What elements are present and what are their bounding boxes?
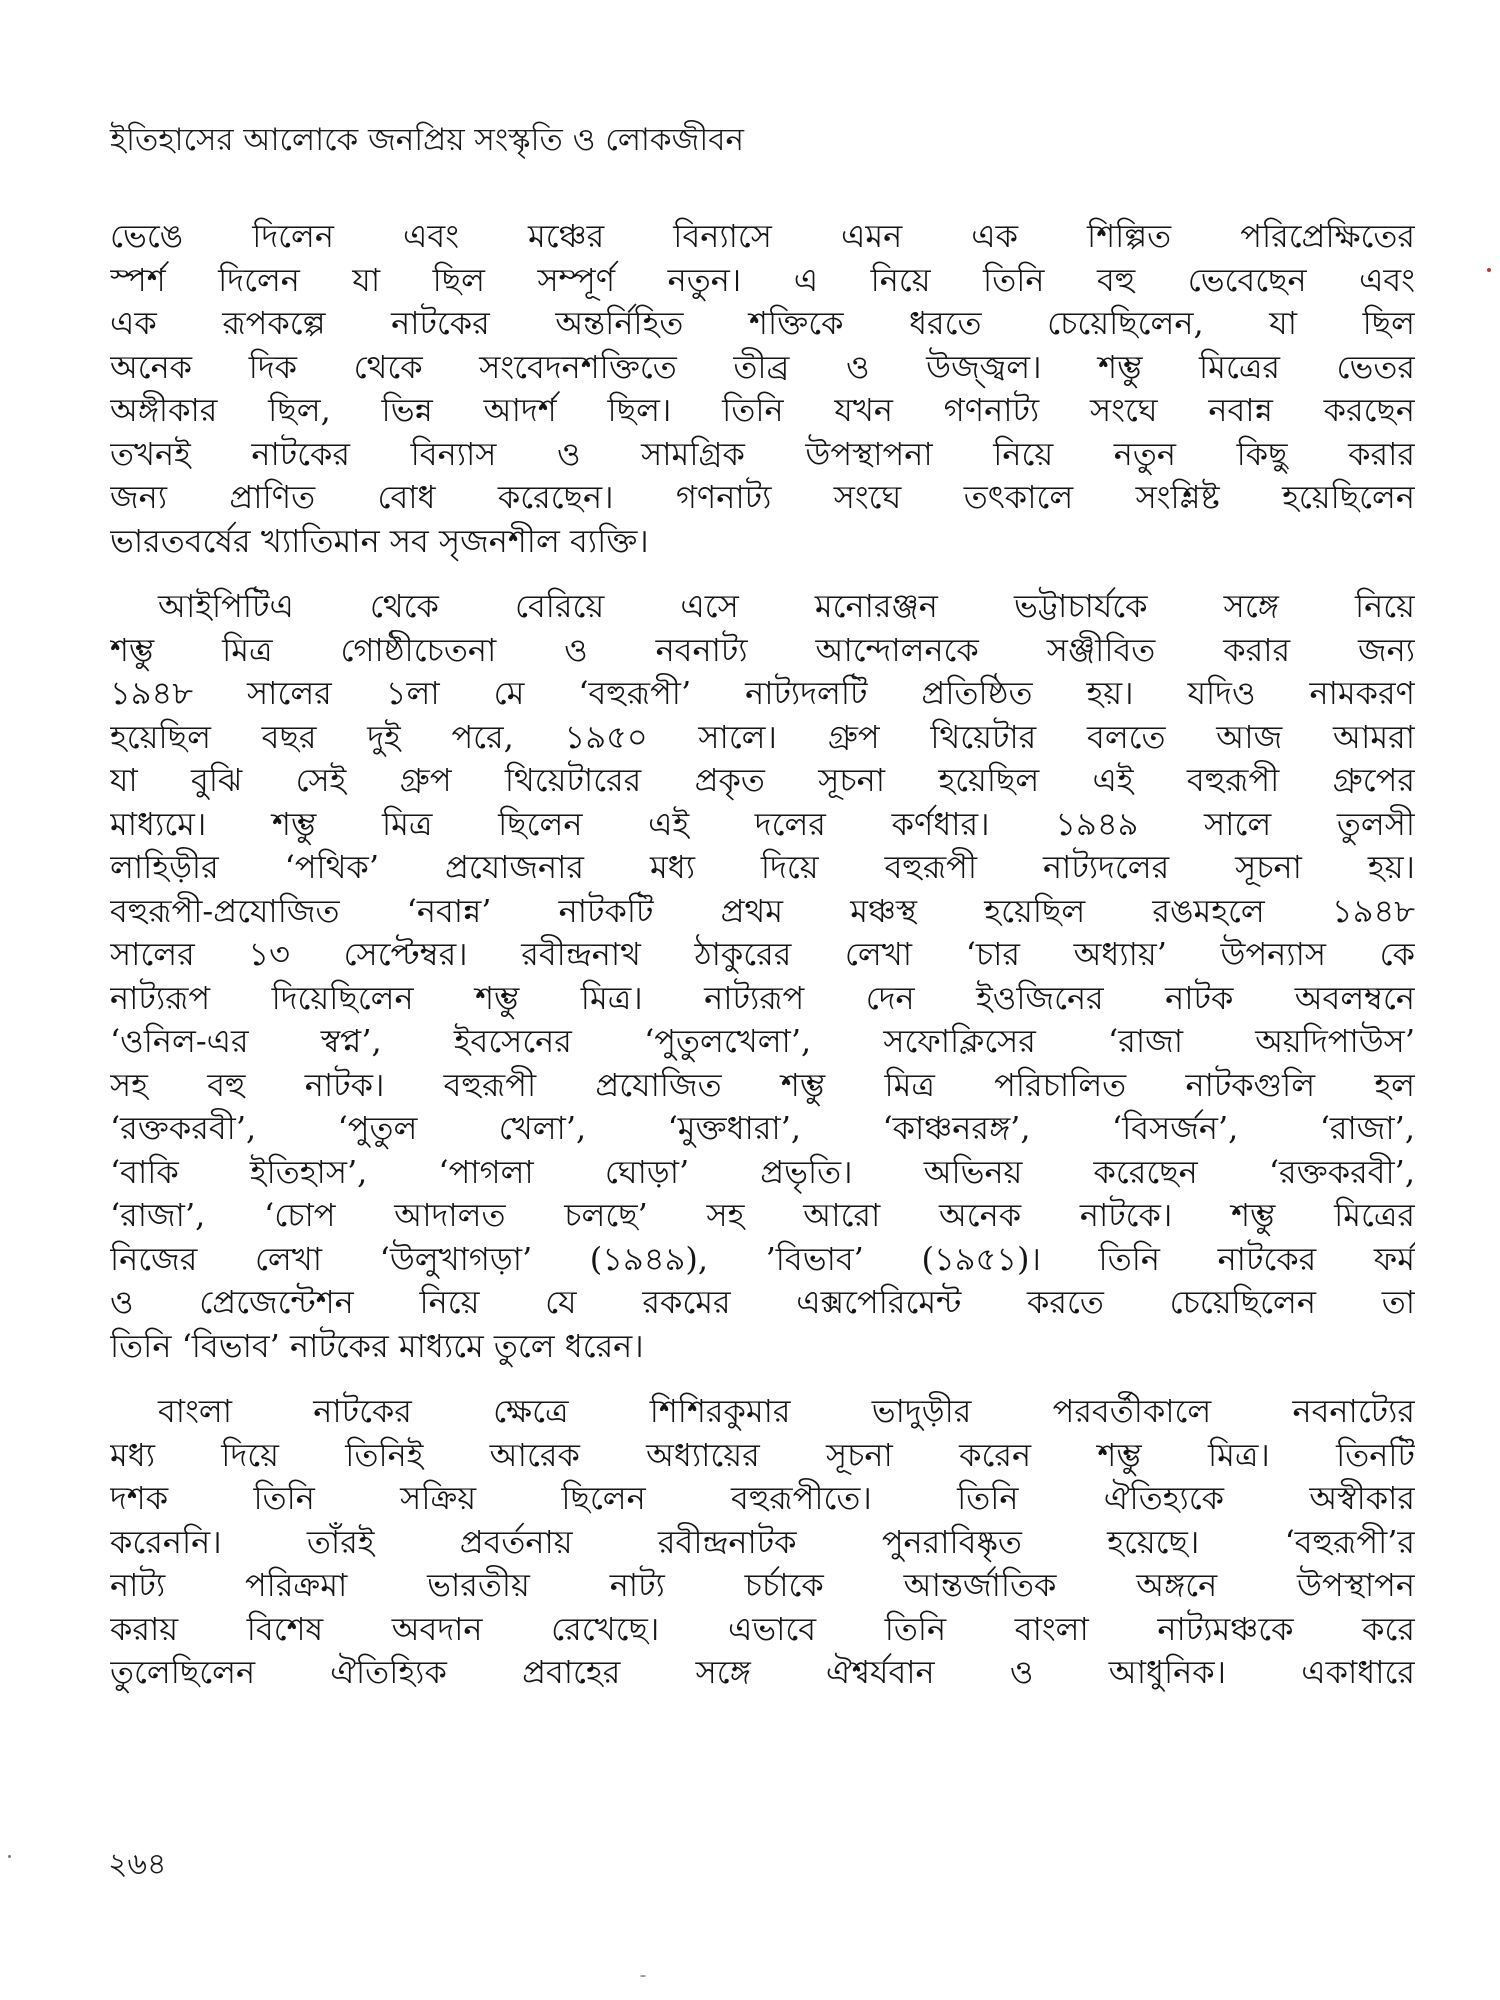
- text-line: করায় বিশেষ অবদান রেখেছে। এভাবে তিনি বাংলা নাট্যমঞ্চকে করে: [110, 1609, 1415, 1648]
- text-line: অনেক দিক থেকে সংবেদনশক্তিতে তীব্র ও উজ্জ্বল। শম্ভু মিত্রের ভেতর: [110, 347, 1415, 386]
- text-line: এক রূপকল্পে নাটকের অন্তর্নিহিত শক্তিকে ধরতে চেয়েছিলেন, যা ছিল: [110, 304, 1415, 342]
- text-line: নিজের লেখা ‘উলুখাগড়া’ (১৯৪৯), ’বিভাব’ (১৯৫১)। তিনি নাটকের ফর্ম: [110, 1239, 1415, 1278]
- scan-speck: [8, 1855, 11, 1858]
- text-line: জন্য প্রাণিত বোধ করেছেন। গণনাট্য সংঘে তৎকালে সংশ্লিষ্ট হয়েছিলেন: [110, 478, 1415, 516]
- text-line: ভারতবর্ষের খ্যাতিমান সব সৃজনশীল ব্যক্তি।: [110, 521, 649, 560]
- text-line: আইপিটিএ থেকে বেরিয়ে এসে মনোরঞ্জন ভট্টাচার্যকে সঙ্গে নিয়ে: [158, 587, 1415, 625]
- text-line: স্পর্শ দিলেন যা ছিল সম্পূর্ণ নতুন। এ নিয়ে তিনি বহু ভেবেছেন এবং: [110, 260, 1415, 299]
- text-line: বাংলা নাটকের ক্ষেত্রে শিশিরকুমার ভাদুড়ীর পরবর্তীকালে নবনাট্যের: [158, 1392, 1415, 1430]
- text-line: দশক তিনি সক্রিয় ছিলেন বহুরূপীতে। তিনি ঐতিহ্যকে অস্বীকার: [110, 1479, 1415, 1517]
- text-line: মাধ্যমে। শম্ভু মিত্র ছিলেন এই দলের কর্ণধার। ১৯৪৯ সালে তুলসী: [110, 804, 1415, 843]
- text-line: ও প্রেজেন্টেশন নিয়ে যে রকমের এক্সপেরিমেন্ট করতে চেয়েছিলেন তা: [110, 1283, 1415, 1321]
- text-line: মধ্য দিয়ে তিনিই আরেক অধ্যায়ের সূচনা করেন শম্ভু মিত্র। তিনটি: [110, 1435, 1415, 1474]
- text-line: শম্ভু মিত্র গোষ্ঠীচেতনা ও নবনাট্য আন্দোলনকে সঞ্জীবিত করার জন্য: [110, 630, 1415, 669]
- text-line: অঙ্গীকার ছিল, ভিন্ন আদর্শ ছিল। তিনি যখন গণনাট্য সংঘে নবান্ন করছেন: [110, 391, 1415, 429]
- text-line: ‘ওনিল-এর স্বপ্ন’, ইবসেনের ‘পুতুলখেলা’, সফোক্লিসের ‘রাজা অয়দিপাউস’: [110, 1022, 1415, 1060]
- text-line: নাট্য পরিক্রমা ভারতীয় নাট্য চর্চাকে আন্তর্জাতিক অঙ্গনে উপস্থাপন: [110, 1566, 1415, 1604]
- text-line: লাহিড়ীর ‘পথিক’ প্রযোজনার মধ্য দিয়ে বহুরূপী নাট্যদলের সূচনা হয়।: [110, 848, 1415, 886]
- text-line: করেননি। তাঁরই প্রবর্তনায় রবীন্দ্রনাটক পুনরাবিষ্কৃত হয়েছে। ‘বহুরূপী’র: [110, 1522, 1415, 1561]
- text-line: ভেঙে দিলেন এবং মঞ্চের বিন্যাসে এমন এক শিল্পিত পরিপ্রেক্ষিতের: [110, 217, 1415, 255]
- text-line: যা বুঝি সেই গ্রুপ থিয়েটারের প্রকৃত সূচনা হয়েছিল এই বহুরূপী গ্রুপের: [110, 761, 1415, 799]
- text-line: বহুরূপী-প্রযোজিত ‘নবান্ন’ নাটকটি প্রথম মঞ্চস্থ হয়েছিল রঙমহলে ১৯৪৮: [110, 891, 1415, 930]
- text-line: তিনি ‘বিভাব’ নাটকের মাধ্যমে তুলে ধরেন।: [110, 1326, 644, 1365]
- text-line: ‘রক্তকরবী’, ‘পুতুল খেলা’, ‘মুক্তধারা’, ‘কাঞ্চনরঙ্গ’, ‘বিসর্জন’, ‘রাজা’,: [110, 1109, 1415, 1147]
- scan-speck: [640, 1975, 646, 1977]
- running-header: ইতিহাসের আলোকে জনপ্রিয় সংস্কৃতি ও লোকজীবন: [110, 122, 744, 158]
- text-line: তখনই নাটকের বিন্যাস ও সামগ্রিক উপস্থাপনা নিয়ে নতুন কিছু করার: [110, 434, 1415, 473]
- paragraph-2: [110, 585, 1415, 1368]
- text-line: ‘রাজা’, ‘চোপ আদালত চলছে’ সহ আরো অনেক নাটকে। শম্ভু মিত্রের: [110, 1196, 1415, 1234]
- text-line: সালের ১৩ সেপ্টেম্বর। রবীন্দ্রনাথ ঠাকুরের লেখা ‘চার অধ্যায়’ উপন্যাস কে: [110, 935, 1415, 973]
- text-line: ‘বাকি ইতিহাস’, ‘পাগলা ঘোড়া’ প্রভৃতি। অভিনয় করেছেন ‘রক্তকরবী’,: [110, 1152, 1415, 1191]
- text-line: নাট্যরূপ দিয়েছিলেন শম্ভু মিত্র। নাট্যরূপ দেন ইওজিনের নাটক অবলম্বনে: [110, 978, 1415, 1017]
- text-line: সহ বহু নাটক। বহুরূপী প্রযোজিত শম্ভু মিত্র পরিচালিত নাটকগুলি হল: [110, 1065, 1415, 1104]
- paragraph-3: [110, 1390, 1415, 1695]
- text-line: ১৯৪৮ সালের ১লা মে ‘বহুরূপী’ নাট্যদলটি প্রতিষ্ঠিত হয়। যদিও নামকরণ: [110, 674, 1415, 712]
- scan-speck: [1487, 268, 1491, 272]
- paragraph-1: [110, 215, 1415, 563]
- text-line: তুলেছিলেন ঐতিহ্যিক প্রবাহের সঙ্গে ঐশ্বর্যবান ও আধুনিক। একাধারে: [110, 1653, 1415, 1691]
- page-number: ২৬৪: [108, 1847, 167, 1882]
- body-text: [110, 215, 1415, 1717]
- text-line: হয়েছিল বছর দুই পরে, ১৯৫০ সালে। গ্রুপ থিয়েটার বলতে আজ আমরা: [110, 717, 1415, 756]
